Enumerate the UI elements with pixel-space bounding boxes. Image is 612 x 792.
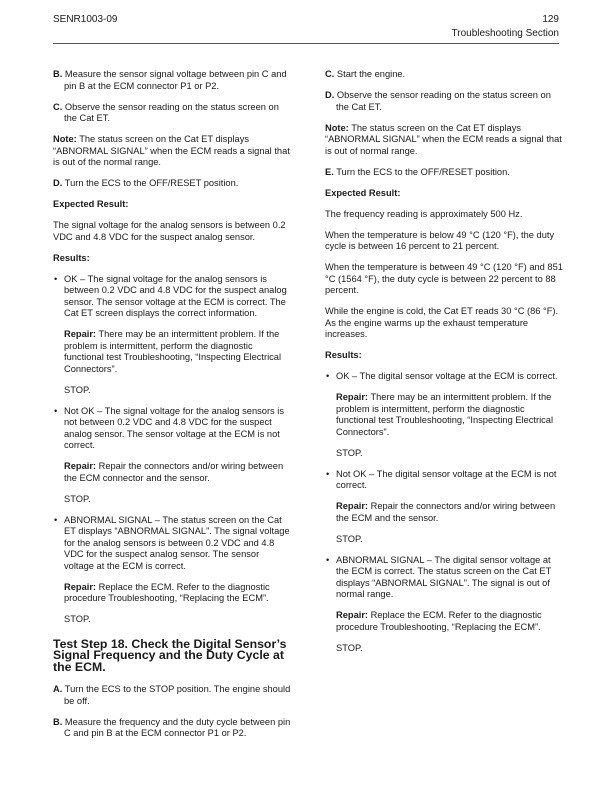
bullet-icon: • bbox=[326, 371, 330, 381]
bullet-icon: • bbox=[54, 405, 58, 416]
right-column bbox=[325, 69, 563, 664]
paragraph: While the engine is cold, the Cat ET reads 30 °C (86 °F). As the engine warms up the exhaust temperature increases. bbox=[325, 306, 559, 339]
note-text: The status screen on the Cat ET displays “ABNORMAL SIGNAL” when the ECM reads a signal that is out of normal range. bbox=[325, 122, 562, 156]
procedure-step-label: C. bbox=[53, 101, 63, 112]
repair-text bbox=[325, 501, 563, 524]
bullet-text: OK – The signal voltage for the analog sensors is between 0.2 VDC and 4.8 VDC for the suspect analog sensor. The sensor voltage at the ECM is correct. The Cat ET screen displays the correct information. bbox=[64, 273, 287, 318]
procedure-step-text: Start the engine. bbox=[336, 69, 406, 79]
paragraph: The frequency reading is approximately 500 Hz. bbox=[325, 208, 523, 219]
procedure-step-label: E. bbox=[325, 166, 334, 177]
procedure-step bbox=[325, 167, 563, 179]
procedure-step-text: Turn the ECS to the OFF/RESET position. bbox=[64, 178, 239, 188]
repair-text-text: Replace the ECM. Refer to the diagnostic procedure Troubleshooting, “Replacing the ECM”. bbox=[64, 581, 270, 603]
stop-text: STOP. bbox=[336, 447, 363, 458]
bullet-text: OK – The digital sensor voltage at the ECM is correct. bbox=[336, 371, 558, 381]
procedure-step-label: B. bbox=[53, 69, 63, 79]
subheading: Results: bbox=[325, 350, 362, 360]
bullet-icon: • bbox=[54, 514, 58, 525]
repair-text bbox=[53, 582, 291, 605]
procedure-step-text: Observe the sensor reading on the status screen on the Cat ET. bbox=[64, 101, 279, 123]
repair-text bbox=[325, 610, 563, 633]
repair-text bbox=[53, 329, 291, 375]
bullet-icon: • bbox=[54, 273, 58, 284]
paragraph: When the temperature is below 49 °C (120 °F), the duty cycle is between 16 percent to 21 percent. bbox=[325, 229, 555, 251]
result-bullet bbox=[53, 274, 291, 320]
procedure-step bbox=[53, 69, 291, 92]
procedure-step bbox=[53, 717, 291, 740]
section-heading: Test Step 18. Check the Digital Sensor’s Signal Frequency and the Duty Cycle at the ECM. bbox=[53, 636, 287, 674]
left-column bbox=[53, 69, 291, 749]
procedure-step bbox=[53, 178, 291, 190]
repair-text-text: Repair the connectors and/or wiring between the ECM connector and the sensor. bbox=[64, 461, 284, 483]
repair-text-label: Repair: bbox=[64, 461, 97, 471]
note bbox=[53, 134, 291, 169]
procedure-step bbox=[53, 102, 291, 125]
document-id: SENR1003-09 bbox=[53, 14, 118, 25]
procedure-step-label: B. bbox=[53, 716, 63, 727]
result-bullet bbox=[325, 371, 563, 383]
repair-text-label: Repair: bbox=[336, 501, 369, 511]
stop-text: STOP. bbox=[64, 384, 91, 395]
procedure-step-text: Measure the sensor signal voltage between pin C and pin B at the ECM connector P1 or P2. bbox=[64, 69, 287, 91]
repair-text-text: There may be an intermittent problem. If the problem is intermittent, perform the diagnostic functional test Troubleshooting, “Inspecting Electrical Connectors”. bbox=[64, 329, 282, 374]
result-bullet bbox=[53, 515, 291, 573]
repair-text-label: Repair: bbox=[64, 329, 97, 339]
subheading: Results: bbox=[53, 252, 90, 263]
repair-text-label: Repair: bbox=[336, 392, 369, 402]
page-number: 129 bbox=[542, 14, 559, 25]
note-text: The status screen on the Cat ET displays “ABNORMAL SIGNAL” when the ECM reads a signal that is out of the normal range. bbox=[53, 134, 290, 167]
procedure-step-text: Measure the frequency and the duty cycle between pin C and pin B at the ECM connector P1 or P2. bbox=[64, 716, 291, 739]
procedure-step-text: Turn the ECS to the STOP position. The engine should be off. bbox=[64, 684, 291, 706]
stop-text: STOP. bbox=[64, 614, 91, 624]
result-bullet bbox=[325, 555, 563, 601]
procedure-step bbox=[325, 90, 563, 113]
repair-text-text: Replace the ECM. Refer to the diagnostic procedure Troubleshooting, “Replacing the ECM”. bbox=[336, 610, 542, 632]
stop-text: STOP. bbox=[336, 533, 363, 544]
repair-text-text: Repair the connectors and/or wiring between the ECM and the sensor. bbox=[336, 501, 556, 523]
paragraph: When the temperature is between 49 °C (120 °F) and 851 °C (1564 °F), the duty cycle is between 22 percent to 88 percent. bbox=[325, 262, 563, 295]
result-bullet bbox=[325, 469, 563, 492]
procedure-step-label: A. bbox=[53, 684, 63, 695]
procedure-step-text: Observe the sensor reading on the status screen on the Cat ET. bbox=[336, 90, 551, 112]
subheading: Expected Result: bbox=[53, 199, 129, 209]
repair-text-label: Repair: bbox=[64, 581, 97, 592]
procedure-step bbox=[53, 684, 291, 707]
note bbox=[325, 123, 563, 158]
repair-text bbox=[325, 392, 563, 438]
paragraph: The signal voltage for the analog sensors is between 0.2 VDC and 4.8 VDC for the suspect analog sensor. bbox=[53, 220, 286, 242]
bullet-text: ABNORMAL SIGNAL – The status screen on the Cat ET displays “ABNORMAL SIGNAL”. The signal voltage for the analog sensors is between 0.2 VDC and 4.8 VDC for the suspect analog sensor. The sensor voltage at the ECM is correct. bbox=[64, 514, 290, 571]
bullet-text: Not OK – The digital sensor voltage at the ECM is not correct. bbox=[336, 468, 557, 490]
stop-text: STOP. bbox=[336, 642, 363, 653]
section-title: Troubleshooting Section bbox=[451, 28, 559, 39]
note-label: Note: bbox=[53, 134, 77, 144]
note-label: Note: bbox=[325, 122, 349, 133]
procedure-step-label: D. bbox=[325, 90, 335, 100]
bullet-icon: • bbox=[326, 468, 330, 479]
procedure-step bbox=[325, 69, 563, 81]
procedure-step-label: C. bbox=[325, 69, 335, 79]
repair-text-label: Repair: bbox=[336, 610, 369, 620]
procedure-step-label: D. bbox=[53, 178, 63, 188]
bullet-text: Not OK – The signal voltage for the analog sensors is not between 0.2 VDC and 4.8 VDC for the suspect analog sensor. The sensor voltage at the ECM is not correct. bbox=[64, 405, 284, 450]
header-rule bbox=[53, 43, 559, 44]
repair-text bbox=[53, 461, 291, 484]
result-bullet bbox=[53, 406, 291, 452]
repair-text-text: There may be an intermittent problem. If the problem is intermittent, perform the diagnostic functional test Troubleshooting, “Inspecting Electrical Connectors”. bbox=[336, 392, 554, 437]
stop-text: STOP. bbox=[64, 493, 91, 504]
procedure-step-text: Turn the ECS to the OFF/RESET position. bbox=[336, 166, 510, 177]
bullet-icon: • bbox=[326, 554, 330, 565]
bullet-text: ABNORMAL SIGNAL – The digital sensor voltage at the ECM is correct. The status screen on the Cat ET displays “ABNORMAL SIGNAL”. The signal is out of normal range. bbox=[336, 554, 552, 599]
subheading: Expected Result: bbox=[325, 187, 401, 198]
